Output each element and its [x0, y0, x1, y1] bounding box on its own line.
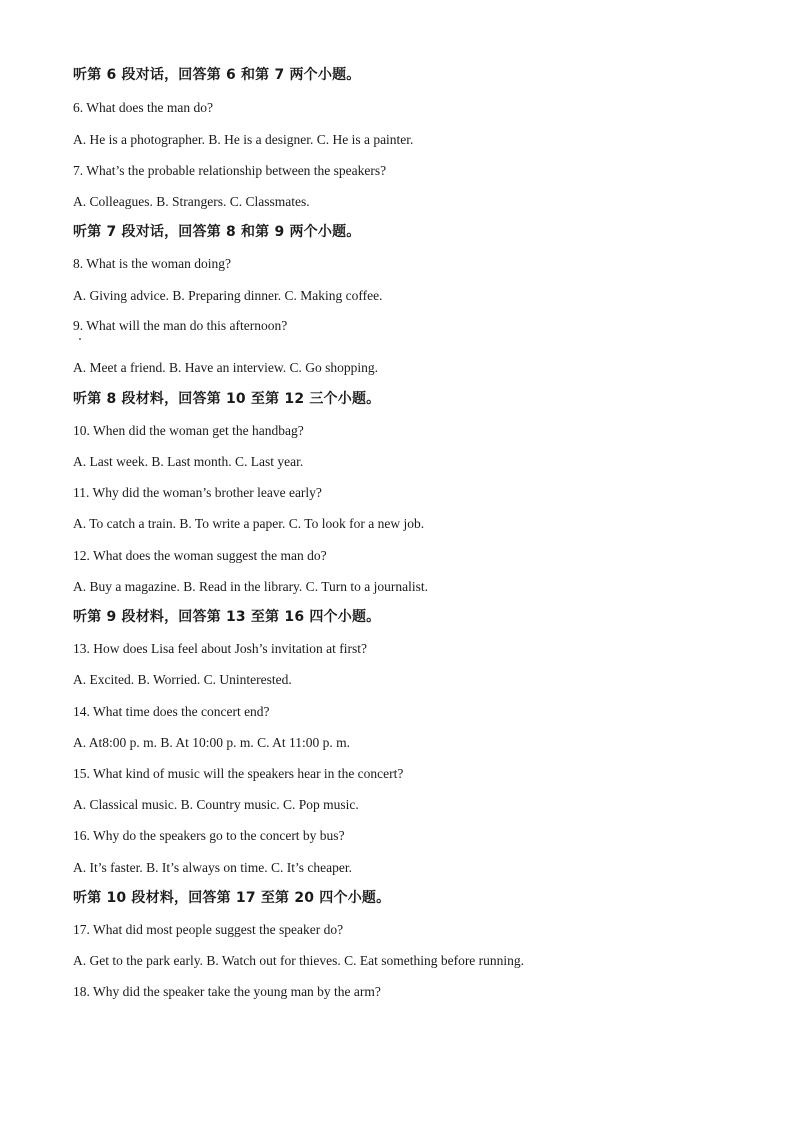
options-15: A. Classical music. B. Country music. C. Pop music. — [73, 797, 359, 812]
options-7: A. Colleagues. B. Strangers. C. Classmates. — [73, 194, 310, 209]
question-18: 18. Why did the speaker take the young man by the arm? — [73, 984, 381, 999]
options-9: A. Meet a friend. B. Have an interview. C. Go shopping. — [73, 360, 379, 375]
section-heading-7: 听第 7 段对话，回答第 8 和第 9 两个小题。 — [73, 224, 361, 240]
options-10: A. Last week. B. Last month. C. Last year. — [73, 454, 304, 469]
question-6: 6. What does the man do? — [73, 100, 213, 115]
question-11: 11. Why did the woman’s brother leave early? — [73, 485, 322, 500]
section-heading-10: 听第 10 段材料，回答第 17 至第 20 四个小题。 — [73, 890, 391, 906]
question-10: 10. When did the woman get the handbag? — [73, 423, 304, 438]
question-14: 14. What time does the concert end? — [73, 704, 270, 719]
section-heading-8: 听第 8 段材料，回答第 10 至第 12 三个小题。 — [73, 391, 381, 407]
question-7: 7. What’s the probable relationship between the speakers? — [73, 163, 387, 178]
options-11: A. To catch a train. B. To write a paper. C. To look for a new job. — [73, 516, 425, 531]
options-17: A. Get to the park early. B. Watch out for thieves. C. Eat something before running. — [73, 953, 525, 968]
options-14: A. At8:00 p. m. B. At 10:00 p. m. C. At 11:00 p. m. — [73, 735, 351, 750]
options-8: A. Giving advice. B. Preparing dinner. C. Making coffee. — [73, 288, 383, 303]
options-16: A. It’s faster. B. It’s always on time. C. It’s cheaper. — [73, 860, 352, 875]
question-15: 15. What kind of music will the speakers hear in the concert? — [73, 766, 404, 781]
question-9: 9. What will the man do this afternoon? — [73, 318, 288, 333]
options-12: A. Buy a magazine. B. Read in the library. C. Turn to a journalist. — [73, 579, 428, 594]
options-13: A. Excited. B. Worried. C. Uninterested. — [73, 672, 292, 687]
question-12: 12. What does the woman suggest the man do? — [73, 548, 327, 563]
question-8: 8. What is the woman doing? — [73, 256, 231, 271]
question-17: 17. What did most people suggest the speaker do? — [73, 922, 344, 937]
stray-mark — [79, 338, 81, 340]
question-16: 16. Why do the speakers go to the concert by bus? — [73, 828, 345, 843]
question-13: 13. How does Lisa feel about Josh’s invitation at first? — [73, 641, 367, 656]
section-heading-9: 听第 9 段材料，回答第 13 至第 16 四个小题。 — [73, 609, 381, 625]
section-heading-6: 听第 6 段对话，回答第 6 和第 7 两个小题。 — [73, 67, 361, 83]
options-6: A. He is a photographer. B. He is a designer. C. He is a painter. — [73, 132, 414, 147]
